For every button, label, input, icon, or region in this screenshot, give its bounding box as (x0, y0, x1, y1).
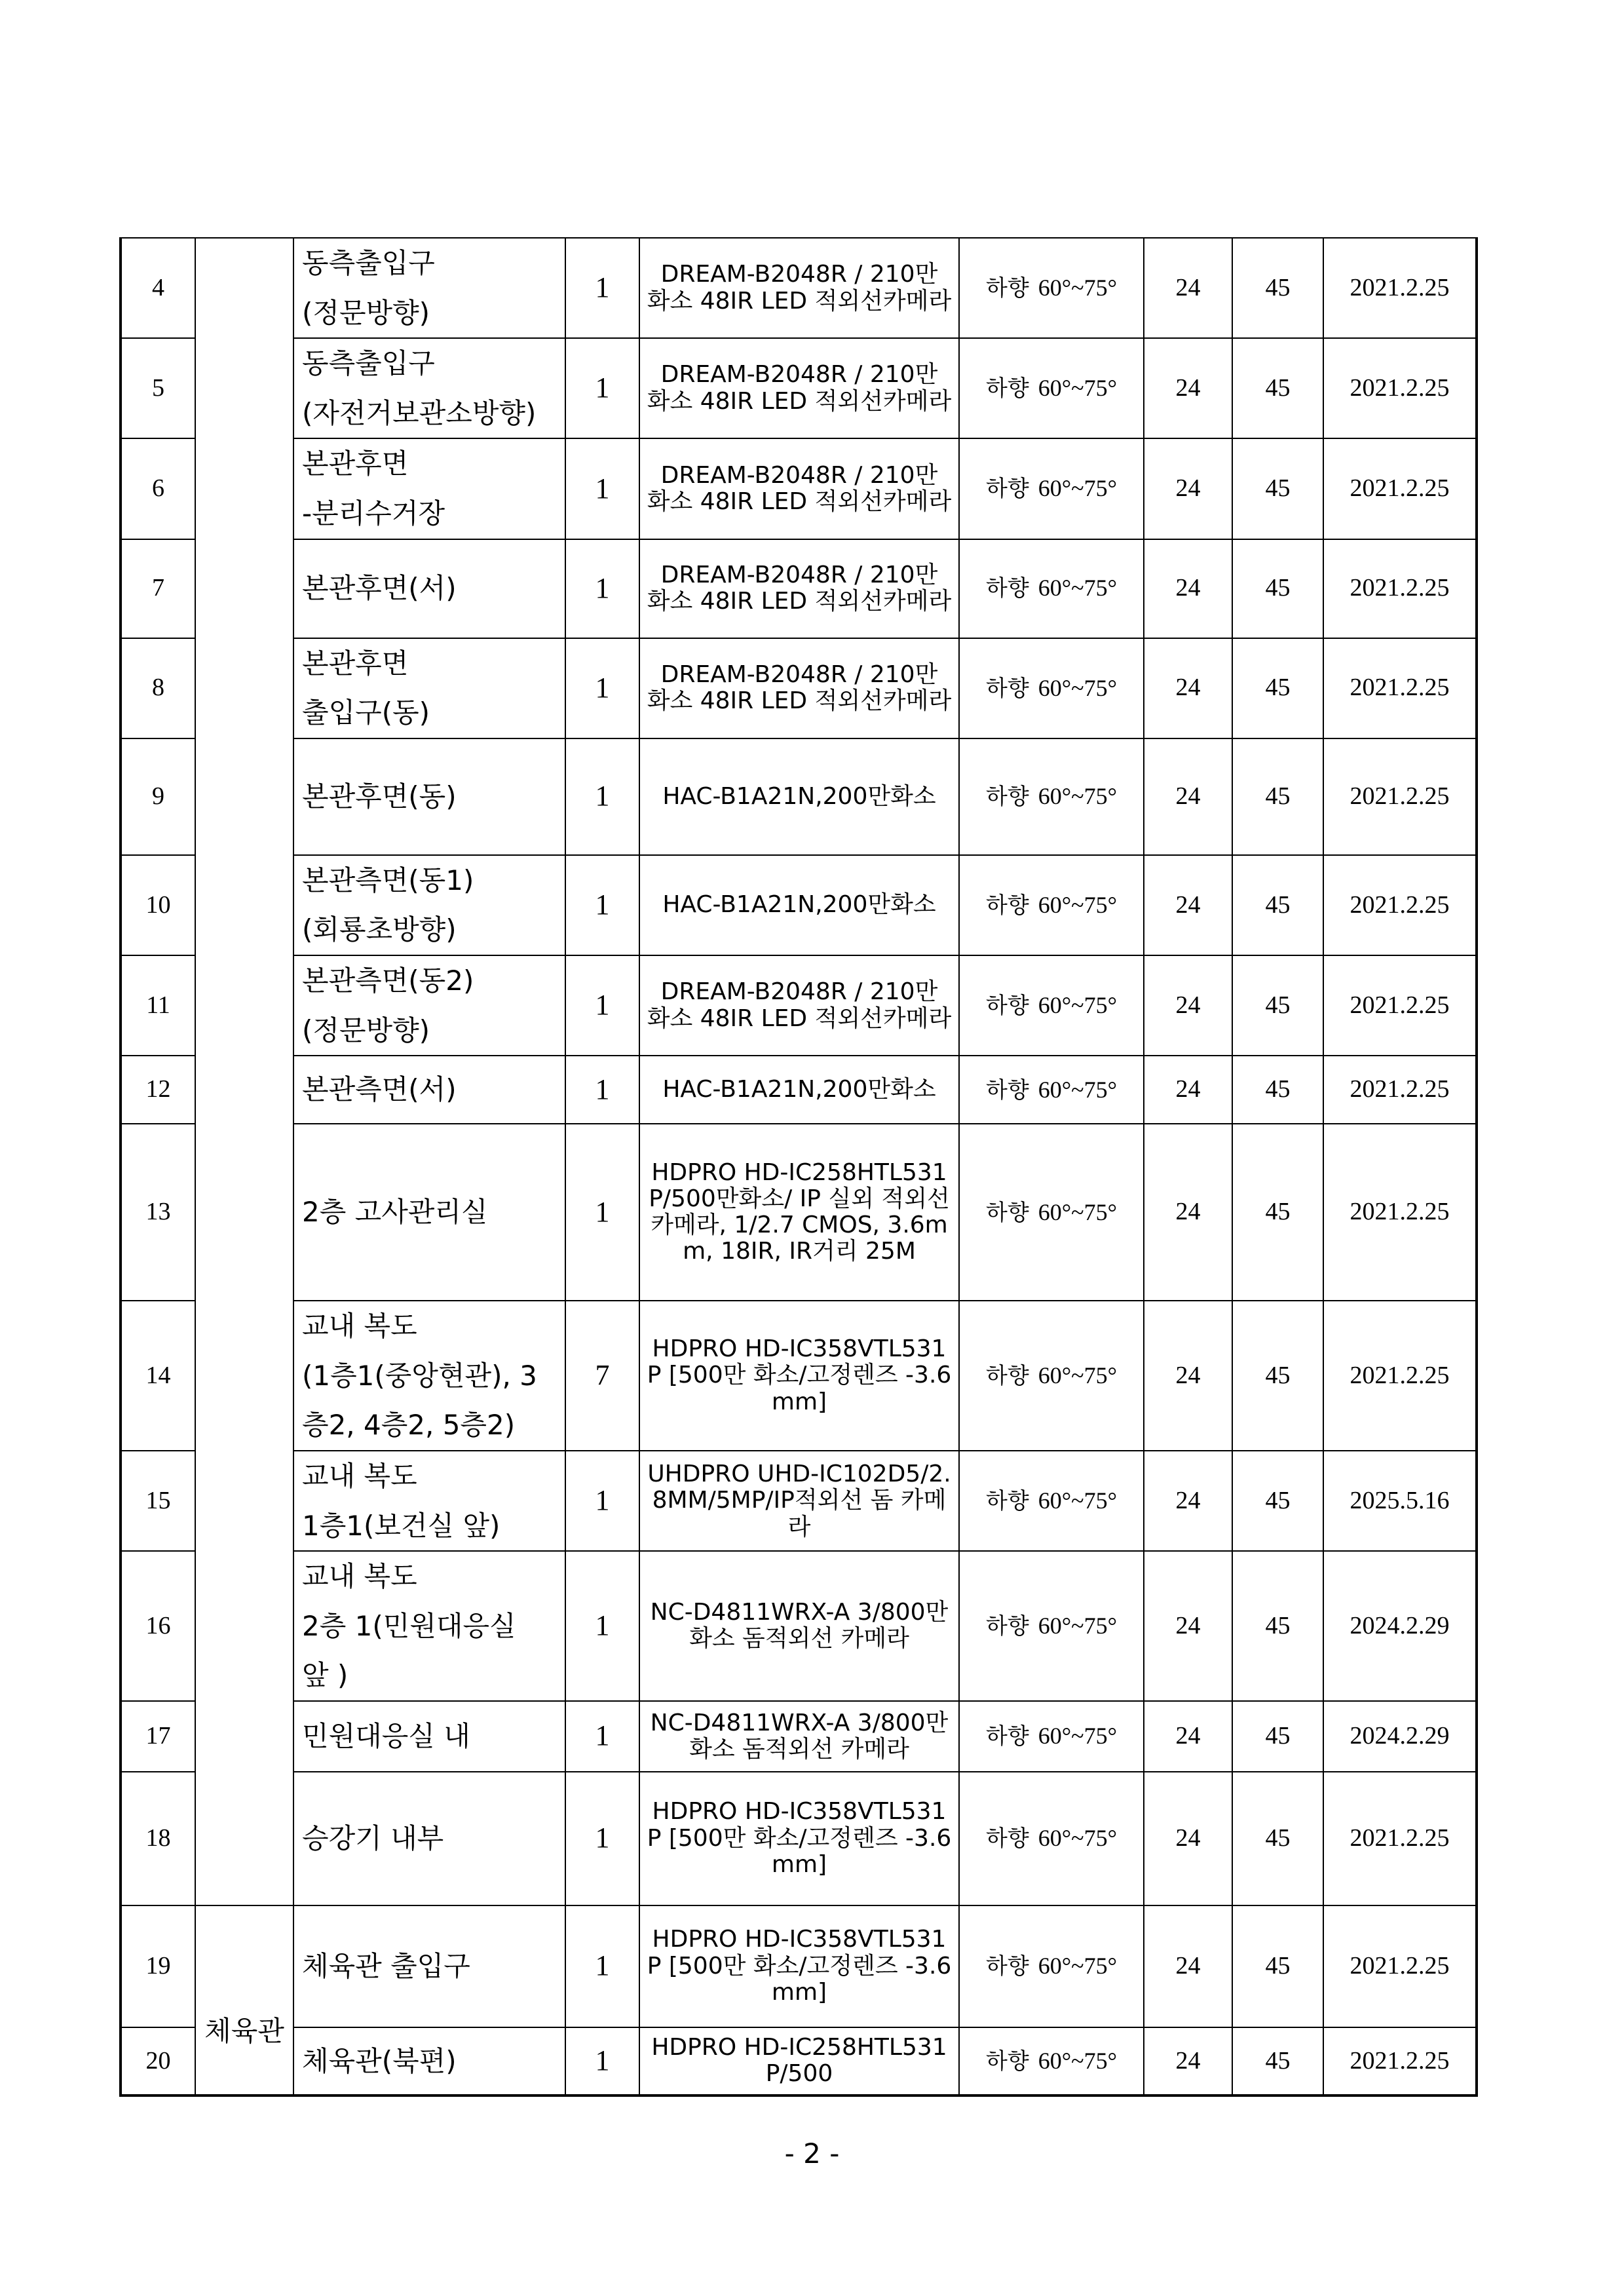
quantity-cell: 1 (565, 1772, 639, 1905)
quantity-cell: 1 (565, 1451, 639, 1551)
value-cell-2: 45 (1232, 955, 1323, 1056)
row-number: 16 (121, 1551, 195, 1701)
value-cell-1: 24 (1144, 1772, 1232, 1905)
quantity-cell: 1 (565, 1124, 639, 1301)
row-number: 6 (121, 438, 195, 539)
value-cell-1: 24 (1144, 1124, 1232, 1301)
install-date-cell: 2021.2.25 (1323, 539, 1477, 638)
table-row (121, 1772, 1477, 1905)
location-cell: 2층 고사관리실 (293, 1124, 565, 1301)
row-number: 17 (121, 1701, 195, 1772)
table-row (121, 1551, 1477, 1701)
quantity-cell: 1 (565, 539, 639, 638)
install-date-cell: 2021.2.25 (1323, 338, 1477, 438)
install-date-cell: 2021.2.25 (1323, 638, 1477, 738)
model-cell: HDPRO HD-IC258HTL531P/500만화소/ IP 실외 적외선 카메라, 1/2.7 CMOS, 3.6mm, 18IR, IR거리 25M (639, 1124, 959, 1301)
table-row (121, 1905, 1477, 2027)
value-cell-2: 45 (1232, 1301, 1323, 1451)
location-cell: 민원대응실 내 (293, 1701, 565, 1772)
install-date-cell: 2025.5.16 (1323, 1451, 1477, 1551)
value-cell-1: 24 (1144, 1551, 1232, 1701)
location-cell: 동측출입구 (정문방향) (293, 238, 565, 338)
model-cell: UHDPRO UHD-IC102D5/2.8MM/5MP/IP적외선 돔 카메라 (639, 1451, 959, 1551)
value-cell-2: 45 (1232, 338, 1323, 438)
quantity-cell: 1 (565, 438, 639, 539)
table-row (121, 638, 1477, 738)
value-cell-2: 45 (1232, 1772, 1323, 1905)
value-cell-2: 45 (1232, 1056, 1323, 1124)
row-number: 4 (121, 238, 195, 338)
table-row (121, 1451, 1477, 1551)
location-cell: 본관측면(동1) (회룡초방향) (293, 855, 565, 955)
install-date-cell: 2024.2.29 (1323, 1701, 1477, 1772)
model-cell: NC-D4811WRX-A 3/800만화소 돔적외선 카메라 (639, 1701, 959, 1772)
row-number: 12 (121, 1056, 195, 1124)
value-cell-2: 45 (1232, 1451, 1323, 1551)
row-number: 14 (121, 1301, 195, 1451)
model-cell: HAC-B1A21N,200만화소 (639, 1056, 959, 1124)
location-cell: 체육관 출입구 (293, 1905, 565, 2027)
row-number: 10 (121, 855, 195, 955)
install-date-cell: 2021.2.25 (1323, 1772, 1477, 1905)
quantity-cell: 1 (565, 2027, 639, 2095)
model-cell: DREAM-B2048R / 210만 화소 48IR LED 적외선카메라 (639, 638, 959, 738)
row-number: 18 (121, 1772, 195, 1905)
value-cell-2: 45 (1232, 1551, 1323, 1701)
value-cell-2: 45 (1232, 855, 1323, 955)
model-cell: DREAM-B2048R / 210만 화소 48IR LED 적외선카메라 (639, 539, 959, 638)
row-number: 11 (121, 955, 195, 1056)
location-cell: 승강기 내부 (293, 1772, 565, 1905)
row-number: 20 (121, 2027, 195, 2095)
location-cell: 교내 복도 1층1(보건실 앞) (293, 1451, 565, 1551)
value-cell-1: 24 (1144, 1701, 1232, 1772)
location-cell: 교내 복도 2층 1(민원대응실 앞 ) (293, 1551, 565, 1701)
install-date-cell: 2021.2.25 (1323, 955, 1477, 1056)
direction-cell: 하향 60°~75° (959, 238, 1144, 338)
row-number: 9 (121, 738, 195, 855)
quantity-cell: 1 (565, 855, 639, 955)
value-cell-2: 45 (1232, 738, 1323, 855)
model-cell: HAC-B1A21N,200만화소 (639, 738, 959, 855)
value-cell-1: 24 (1144, 338, 1232, 438)
quantity-cell: 1 (565, 738, 639, 855)
location-cell: 본관측면(서) (293, 1056, 565, 1124)
direction-cell: 하향 60°~75° (959, 855, 1144, 955)
value-cell-1: 24 (1144, 738, 1232, 855)
install-date-cell: 2021.2.25 (1323, 1124, 1477, 1301)
location-cell: 본관후면 출입구(동) (293, 638, 565, 738)
table-row (121, 955, 1477, 1056)
table-row (121, 1124, 1477, 1301)
model-cell: HDPRO HD-IC358VTL531P [500만 화소/고정렌즈 -3.6mm] (639, 1905, 959, 2027)
table-row (121, 438, 1477, 539)
model-cell: HDPRO HD-IC258HTL531P/500 (639, 2027, 959, 2095)
row-number: 15 (121, 1451, 195, 1551)
quantity-cell: 1 (565, 338, 639, 438)
quantity-cell: 1 (565, 1056, 639, 1124)
direction-cell: 하향 60°~75° (959, 1056, 1144, 1124)
value-cell-2: 45 (1232, 539, 1323, 638)
row-number: 13 (121, 1124, 195, 1301)
location-cell: 본관후면(서) (293, 539, 565, 638)
value-cell-2: 45 (1232, 438, 1323, 539)
direction-cell: 하향 60°~75° (959, 738, 1144, 855)
direction-cell: 하향 60°~75° (959, 1701, 1144, 1772)
location-cell: 본관후면 -분리수거장 (293, 438, 565, 539)
quantity-cell: 1 (565, 1905, 639, 2027)
table-row (121, 2027, 1477, 2095)
table-row (121, 1056, 1477, 1124)
table-row (121, 238, 1477, 338)
direction-cell: 하향 60°~75° (959, 539, 1144, 638)
value-cell-1: 24 (1144, 1905, 1232, 2027)
value-cell-1: 24 (1144, 238, 1232, 338)
model-cell: DREAM-B2048R / 210만 화소 48IR LED 적외선카메라 (639, 955, 959, 1056)
location-cell: 동측출입구 (자전거보관소방향) (293, 338, 565, 438)
install-date-cell: 2021.2.25 (1323, 438, 1477, 539)
install-date-cell: 2021.2.25 (1323, 238, 1477, 338)
value-cell-1: 24 (1144, 1451, 1232, 1551)
install-date-cell: 2021.2.25 (1323, 1905, 1477, 2027)
direction-cell: 하향 60°~75° (959, 1551, 1144, 1701)
table-row (121, 539, 1477, 638)
value-cell-1: 24 (1144, 1301, 1232, 1451)
direction-cell: 하향 60°~75° (959, 1301, 1144, 1451)
location-cell: 본관측면(동2) (정문방향) (293, 955, 565, 1056)
model-cell: HDPRO HD-IC358VTL531P [500만 화소/고정렌즈 -3.6mm] (639, 1301, 959, 1451)
install-date-cell: 2021.2.25 (1323, 1301, 1477, 1451)
value-cell-1: 24 (1144, 539, 1232, 638)
install-date-cell: 2024.2.29 (1323, 1551, 1477, 1701)
building-cell-main (195, 238, 293, 1905)
direction-cell: 하향 60°~75° (959, 1124, 1144, 1301)
row-number: 19 (121, 1905, 195, 2027)
direction-cell: 하향 60°~75° (959, 1451, 1144, 1551)
table-row (121, 855, 1477, 955)
install-date-cell: 2021.2.25 (1323, 855, 1477, 955)
value-cell-2: 45 (1232, 1701, 1323, 1772)
model-cell: DREAM-B2048R / 210만 화소 48IR LED 적외선카메라 (639, 238, 959, 338)
direction-cell: 하향 60°~75° (959, 2027, 1144, 2095)
install-date-cell: 2021.2.25 (1323, 1056, 1477, 1124)
cctv-installation-table (119, 237, 1478, 2097)
direction-cell: 하향 60°~75° (959, 438, 1144, 539)
row-number: 8 (121, 638, 195, 738)
direction-cell: 하향 60°~75° (959, 638, 1144, 738)
value-cell-2: 45 (1232, 638, 1323, 738)
value-cell-2: 45 (1232, 238, 1323, 338)
value-cell-1: 24 (1144, 1056, 1232, 1124)
value-cell-1: 24 (1144, 2027, 1232, 2095)
page-number: - 2 - (784, 2137, 840, 2170)
model-cell: HAC-B1A21N,200만화소 (639, 855, 959, 955)
quantity-cell: 1 (565, 955, 639, 1056)
model-cell: DREAM-B2048R / 210만 화소 48IR LED 적외선카메라 (639, 338, 959, 438)
row-number: 5 (121, 338, 195, 438)
table-row (121, 1301, 1477, 1451)
model-cell: HDPRO HD-IC358VTL531P [500만 화소/고정렌즈 -3.6mm] (639, 1772, 959, 1905)
location-cell: 체육관(북편) (293, 2027, 565, 2095)
table-row (121, 1701, 1477, 1772)
table-row (121, 338, 1477, 438)
value-cell-2: 45 (1232, 2027, 1323, 2095)
value-cell-1: 24 (1144, 638, 1232, 738)
quantity-cell: 7 (565, 1301, 639, 1451)
quantity-cell: 1 (565, 1551, 639, 1701)
install-date-cell: 2021.2.25 (1323, 2027, 1477, 2095)
table-row (121, 738, 1477, 855)
install-date-cell: 2021.2.25 (1323, 738, 1477, 855)
direction-cell: 하향 60°~75° (959, 1905, 1144, 2027)
model-cell: DREAM-B2048R / 210만 화소 48IR LED 적외선카메라 (639, 438, 959, 539)
model-cell: NC-D4811WRX-A 3/800만화소 돔적외선 카메라 (639, 1551, 959, 1701)
direction-cell: 하향 60°~75° (959, 1772, 1144, 1905)
value-cell-2: 45 (1232, 1124, 1323, 1301)
direction-cell: 하향 60°~75° (959, 338, 1144, 438)
quantity-cell: 1 (565, 1701, 639, 1772)
building-cell-gym: 체육관 (195, 1905, 293, 2095)
location-cell: 본관후면(동) (293, 738, 565, 855)
direction-cell: 하향 60°~75° (959, 955, 1144, 1056)
quantity-cell: 1 (565, 638, 639, 738)
value-cell-1: 24 (1144, 438, 1232, 539)
row-number: 7 (121, 539, 195, 638)
value-cell-1: 24 (1144, 855, 1232, 955)
value-cell-2: 45 (1232, 1905, 1323, 2027)
quantity-cell: 1 (565, 238, 639, 338)
location-cell: 교내 복도 (1층1(중앙현관), 3 층2, 4층2, 5층2) (293, 1301, 565, 1451)
value-cell-1: 24 (1144, 955, 1232, 1056)
